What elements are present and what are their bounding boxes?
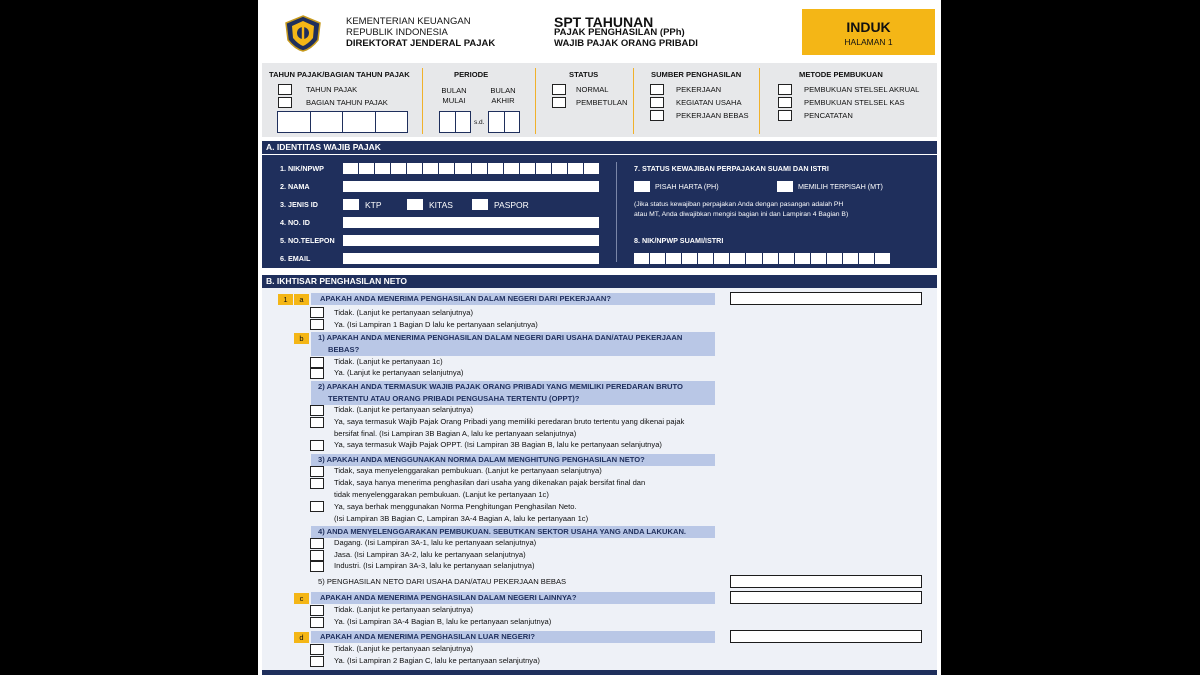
q1c-tidak-checkbox[interactable] [310,605,324,616]
q1b4-dagang-label: Dagang. (Isi Lampiran 3A-1, lalu ke pertanyaan selanjutnya) [334,538,537,547]
bulan-mulai-label: BULAN MULAI [441,86,467,105]
q1b1-tidak-checkbox[interactable] [310,357,324,368]
section-a-divider [616,162,617,262]
sumber-pekerjaan-checkbox[interactable] [650,84,664,95]
q1b1-ya-label: Ya. (Lanjut ke pertanyaan selanjutnya) [334,368,464,377]
ph-checkbox[interactable] [634,181,650,192]
q1c-tidak-label: Tidak. (Lanjut ke pertanyaan selanjutnya) [334,605,474,614]
tahun-pajak-title: TAHUN PAJAK/BAGIAN TAHUN PAJAK [269,70,410,79]
nik-pasangan-label: 8. NIK/NPWP SUAMI/ISTRI [634,236,724,245]
status-title: STATUS [569,70,599,79]
metode-pencatatan-checkbox[interactable] [778,110,792,121]
q1c-letter: c [294,593,309,604]
periode-title: PERIODE [454,70,489,79]
no-telepon-input[interactable] [343,235,599,246]
bulan-akhir-input[interactable] [488,111,520,133]
sumber-pekerjaan-label: PEKERJAAN [676,85,722,94]
q1b2-final-label-2: bersifat final. (Isi Lampiran 3B Bagian A, lalu ke pertanyaan selanjutnya) [334,429,577,438]
q1b2-oppt-checkbox[interactable] [310,440,324,451]
sd-label: s.d. [474,119,485,126]
nik-input[interactable] [343,163,599,174]
ktp-label: KTP [365,200,382,210]
bagian-tahun-pajak-label: BAGIAN TAHUN PAJAK [306,98,388,107]
q1d-ya-label: Ya. (Isi Lampiran 2 Bagian C, lalu ke pertanyaan selanjutnya) [334,656,540,665]
q1b5-label: 5) PENGHASILAN NETO DARI USAHA DAN/ATAU PEKERJAAN BEBAS [318,577,567,586]
tahun-input[interactable] [277,111,408,133]
metode-title: METODE PEMBUKUAN [799,70,883,79]
q1c-ya-label: Ya. (Isi Lampiran 3A-4 Bagian B, lalu ke pertanyaan selanjutnya) [334,617,552,626]
q1b3-pembukuan-checkbox[interactable] [310,466,324,477]
q1a-ya-checkbox[interactable] [310,319,324,330]
q1b2-question-1: 2) APAKAH ANDA TERMASUK WAJIB PAJAK ORANG PRIBADI YANG MEMILIKI PEREDARAN BRUTO [318,382,683,391]
form-subtitle-2: WAJIB PAJAK ORANG PRIBADI [554,38,698,49]
status-normal-label: NORMAL [576,85,609,94]
q1b2-oppt-label: Ya, saya termasuk Wajib Pajak OPPT. (Isi Lampiran 3B Bagian B, lalu ke pertanyaan selanjutnya) [334,440,662,449]
form-title: SPT TAHUNAN [554,14,654,30]
q1b4-industri-label: Industri. (Isi Lampiran 3A-3, lalu ke pertanyaan selanjutnya) [334,561,535,570]
q1b2-final-label-1: Ya, saya termasuk Wajib Pajak Orang Pribadi yang memiliki peredaran bruto tertentu yang dikenai pajak [334,417,685,426]
q1b2-tidak-label: Tidak. (Lanjut ke pertanyaan selanjutnya) [334,405,474,414]
q1b4-jasa-label: Jasa. (Isi Lampiran 3A-2, lalu ke pertanyaan selanjutnya) [334,550,526,559]
q1d-amount-input[interactable] [730,630,922,643]
q1b3-final-label-1: Tidak, saya hanya menerima penghasilan dari usaha yang dikenakan pajak bersifat final dan [334,478,646,487]
q1b2-final-checkbox[interactable] [310,417,324,428]
nama-input[interactable] [343,181,599,192]
bulan-mulai-input[interactable] [439,111,471,133]
induk-label: INDUK [846,19,891,35]
ministry-line-2: REPUBLIK INDONESIA [346,27,448,38]
section-b-header: B. IKHTISAR PENGHASILAN NETO [262,275,937,288]
q1d-ya-checkbox[interactable] [310,656,324,667]
ph-mt-note-1: (Jika status kewajiban perpajakan Anda dengan pasangan adalah PH [634,201,844,208]
ph-mt-note-2: atau MT, Anda diwajibkan mengisi bagian ini dan Lampiran 4 Bagian B) [634,211,849,218]
sumber-usaha-label: KEGIATAN USAHA [676,98,742,107]
status-normal-checkbox[interactable] [552,84,566,95]
ministry-line-3: DIREKTORAT JENDERAL PAJAK [346,38,496,49]
mt-checkbox[interactable] [777,181,793,192]
sumber-bebas-label: PEKERJAAN BEBAS [676,111,749,120]
no-id-label: 4. NO. ID [280,218,310,227]
q1c-amount-input[interactable] [730,591,922,604]
status-pembetulan-label: PEMBETULAN [576,98,628,107]
q1b3-norma-label-1: Ya, saya berhak menggunakan Norma Penghitungan Penghasilan Neto. [334,502,577,511]
q1b4-industri-checkbox[interactable] [310,561,324,572]
page-label: HALAMAN 1 [844,37,893,47]
q1c-question: APAKAH ANDA MENERIMA PENGHASILAN DALAM NEGERI LAINNYA? [320,593,577,602]
paspor-checkbox[interactable] [472,199,488,210]
q1-number: 1 [278,294,293,305]
bottom-rule [262,670,937,675]
nama-label: 2. NAMA [280,182,310,191]
ministry-logo-icon [283,14,323,52]
no-telepon-label: 5. NO.TELEPON [280,236,335,245]
sumber-bebas-checkbox[interactable] [650,110,664,121]
kitas-label: KITAS [429,200,453,210]
jenis-id-label: 3. JENIS ID [280,200,318,209]
q1a-letter: a [294,294,309,305]
sumber-title: SUMBER PENGHASILAN [651,70,742,79]
ph-label: PISAH HARTA (PH) [655,182,719,191]
q1b2-tidak-checkbox[interactable] [310,405,324,416]
q1b-letter: b [294,333,309,344]
q1a-tidak-label: Tidak. (Lanjut ke pertanyaan selanjutnya) [334,308,474,317]
section-a-header: A. IDENTITAS WAJIB PAJAK [262,141,937,154]
q1b3-pembukuan-label: Tidak, saya menyelenggarakan pembukuan. (Lanjut ke pertanyaan selanjutnya) [334,466,602,475]
induk-badge [802,9,935,55]
q1d-question: APAKAH ANDA MENERIMA PENGHASILAN LUAR NEGERI? [320,632,536,641]
email-input[interactable] [343,253,599,264]
q1a-amount-input[interactable] [730,292,922,305]
q1b1-tidak-label: Tidak. (Lanjut ke pertanyaan 1c) [334,357,443,366]
bagian-tahun-pajak-checkbox[interactable] [278,97,292,108]
form-subtitle-1: PAJAK PENGHASILAN (PPh) [554,27,685,38]
mt-label: MEMILIH TERPISAH (MT) [798,182,883,191]
q1d-tidak-label: Tidak. (Lanjut ke pertanyaan selanjutnya) [334,644,474,653]
q1b1-question-2: BEBAS? [328,345,360,354]
paspor-label: PASPOR [494,200,529,210]
ministry-line-1: KEMENTERIAN KEUANGAN [346,16,471,27]
q1b3-question: 3) APAKAH ANDA MENGGUNAKAN NORMA DALAM MENGHITUNG PENGHASILAN NETO? [318,455,645,464]
tahun-pajak-checkbox[interactable] [278,84,292,95]
spt-form-page [258,0,941,675]
q1a-ya-label: Ya. (Isi Lampiran 1 Bagian D lalu ke pertanyaan selanjutnya) [334,320,538,329]
q1b3-norma-label-2: (Isi Lampiran 3B Bagian C, Lampiran 3A-4 Bagian A, lalu ke pertanyaan 1c) [334,514,589,523]
kitas-checkbox[interactable] [407,199,423,210]
q1c-ya-checkbox[interactable] [310,617,324,628]
q1a-tidak-checkbox[interactable] [310,307,324,318]
header [258,0,941,62]
metode-akrual-label: PEMBUKUAN STELSEL AKRUAL [804,85,920,94]
status-suami-istri-label: 7. STATUS KEWAJIBAN PERPAJAKAN SUAMI DAN ISTRI [634,164,829,173]
q1b4-jasa-checkbox[interactable] [310,550,324,561]
no-id-input[interactable] [343,217,599,228]
q1b1-question-1: 1) APAKAH ANDA MENERIMA PENGHASILAN DALAM NEGERI DARI USAHA DAN/ATAU PEKERJAAN [318,333,683,342]
q1b4-question: 4) ANDA MENYELENGGARAKAN PEMBUKUAN. SEBUTKAN SEKTOR USAHA YANG ANDA LAKUKAN. [318,527,687,536]
q1d-tidak-checkbox[interactable] [310,644,324,655]
q1b2-question-2: TERTENTU ATAU ORANG PRIBADI PENGUSAHA TERTENTU (OPPT)? [328,394,580,403]
status-pembetulan-checkbox[interactable] [552,97,566,108]
bulan-akhir-label: BULAN AKHIR [490,86,516,105]
metode-akrual-checkbox[interactable] [778,84,792,95]
q1a-question: APAKAH ANDA MENERIMA PENGHASILAN DALAM NEGERI DARI PEKERJAAN? [320,294,611,303]
metode-pencatatan-label: PENCATATAN [804,111,853,120]
q1d-letter: d [294,632,309,643]
q1b5-amount-input[interactable] [730,575,922,588]
q1b3-final-label-2: tidak menyelenggarakan pembukuan. (Lanjut ke pertanyaan 1c) [334,490,549,499]
tahun-pajak-label: TAHUN PAJAK [306,85,358,94]
q1b1-ya-checkbox[interactable] [310,368,324,379]
nik-label: 1. NIK/NPWP [280,164,324,173]
email-label: 6. EMAIL [280,254,311,263]
metode-kas-label: PEMBUKUAN STELSEL KAS [804,98,905,107]
q1b4-dagang-checkbox[interactable] [310,538,324,549]
nik-pasangan-input[interactable] [634,253,890,264]
metode-kas-checkbox[interactable] [778,97,792,108]
ktp-checkbox[interactable] [343,199,359,210]
q1b3-final-checkbox[interactable] [310,478,324,489]
q1b3-norma-checkbox[interactable] [310,501,324,512]
sumber-usaha-checkbox[interactable] [650,97,664,108]
